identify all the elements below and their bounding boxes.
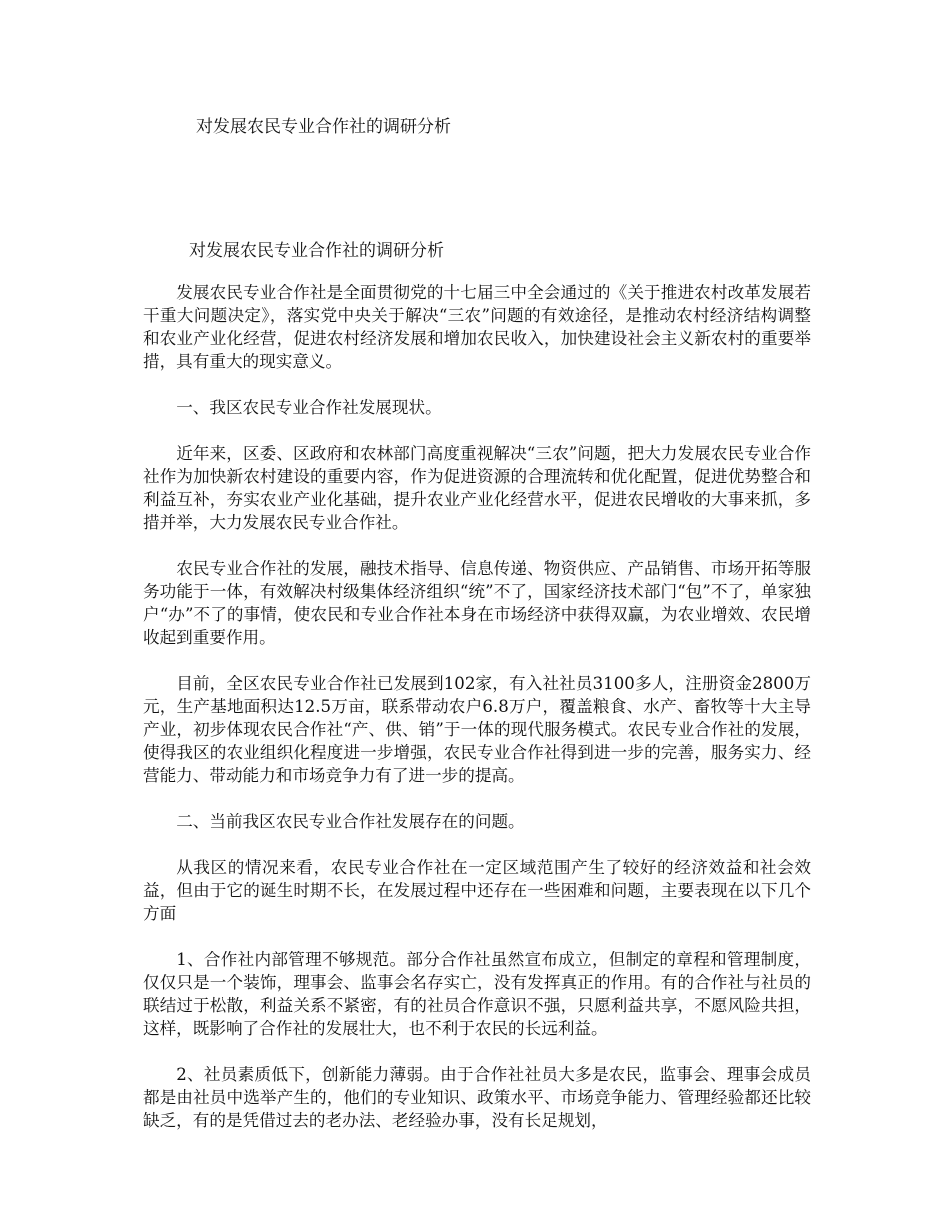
body-paragraph: 从我区的情况来看，农民专业合作社在一定区域范围产生了较好的经济效益和社会效益，但由于它的诞生时期不长，在发展过程中还存在一些困难和问题，主要表现在以下几个方面 bbox=[143, 858, 811, 923]
body-paragraph: 目前，全区农民专业合作社已发展到102家，有入社社员3100多人，注册资金2800万元，生产基地面积达12.5万亩，联系带动农户6.8万户，覆盖粮食、水产、畜牧等十大主导产业，初步体现农民合作社“产、供、销”于一体的现代服务模式。农民专业合作社的发展，使得我区的农业组织化程度进一步增强，农民专业合作社得到进一步的完善，服务实力、经营能力、带动能力和市场竞争力有了进一步的提高。 bbox=[143, 674, 811, 785]
section-heading-1: 一、我区农民专业合作社发展现状。 bbox=[176, 398, 442, 417]
problem-item-2: 2、社员素质低下，创新能力薄弱。由于合作社社员大多是农民，监事会、理事会成员都是由社员中选举产生的，他们的专业知识、政策水平、市场竞争能力、管理经验都还比较缺乏，有的是凭借过去的老办法、老经验办事，没有长足规划， bbox=[143, 1065, 811, 1130]
body-paragraph: 近年来，区委、区政府和农林部门高度重视解决“三农”问题，把大力发展农民专业合作社作为加快新农村建设的重要内容，作为促进资源的合理流转和优化配置，促进优势整合和利益互补，夯实农业产业化基础，提升农业产业化经营水平，促进农民增收的大事来抓，多措并举，大力发展农民专业合作社。 bbox=[143, 444, 811, 532]
body-paragraph: 农民专业合作社的发展，融技术指导、信息传递、物资供应、产品销售、市场开拓等服务功能于一体，有效解决村级集体经济组织“统”不了，国家经济技术部门“包”不了，单家独户“办”不了的事情，使农民和专业合作社本身在市场经济中获得双赢，为农业增效、农民增收起到重要作用。 bbox=[143, 559, 811, 647]
problem-item-1: 1、合作社内部管理不够规范。部分合作社虽然宣布成立，但制定的章程和管理制度，仅仅只是一个装饰，理事会、监事会名存实亡，没有发挥真正的作用。有的合作社与社员的联结过于松散，利益关系不紧密，有的社员合作意识不强，只愿利益共享，不愿风险共担，这样，既影响了合作社的发展壮大，也不利于农民的长远利益。 bbox=[143, 950, 811, 1038]
section-heading-2: 二、当前我区农民专业合作社发展存在的问题。 bbox=[176, 812, 525, 831]
document-body bbox=[143, 281, 811, 1155]
header-title: 对发展农民专业合作社的调研分析 bbox=[196, 117, 451, 137]
intro-paragraph: 发展农民专业合作社是全面贯彻党的十七届三中全会通过的《关于推进农村改革发展若干重大问题决定》，落实党中央关于解决“三农”问题的有效途径，是推动农村经济结构调整和农业产业化经营，促进农村经济发展和增加农民收入，加快建设社会主义新农村的重要举措，具有重大的现实意义。 bbox=[143, 283, 811, 371]
document-title: 对发展农民专业合作社的调研分析 bbox=[189, 241, 444, 261]
